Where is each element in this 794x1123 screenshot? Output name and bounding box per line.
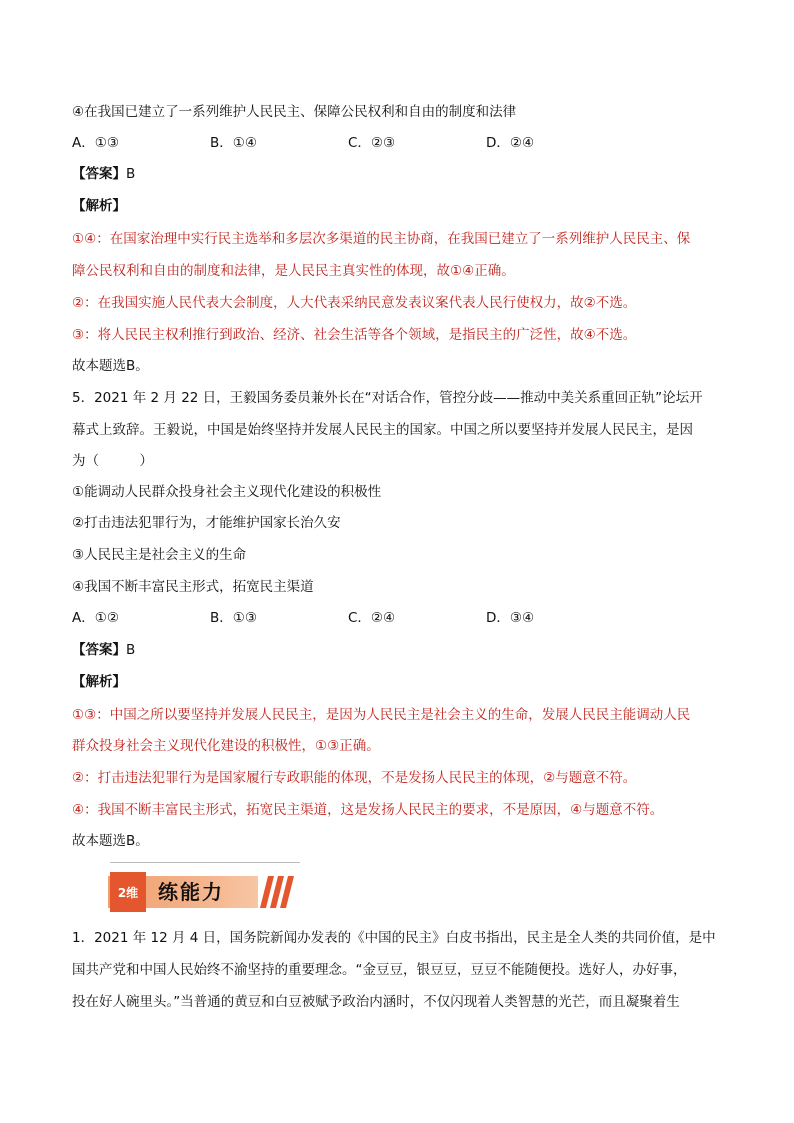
q4-statement-4: ④在我国已建立了一系列维护人民民主、保障公民权利和自由的制度和法律 — [72, 104, 517, 120]
section-badge: 2维 — [110, 872, 146, 912]
q5-option-a: A．①② — [72, 610, 119, 626]
section-divider — [110, 862, 300, 863]
q5-analysis-line-1: ①③：中国之所以要坚持并发展人民民主，是因为人民民主是社会主义的生命，发展人民民主能调动人民 — [72, 707, 691, 723]
q5-statement-1: ①能调动人民群众投身社会主义现代化建设的积极性 — [72, 484, 382, 500]
q5-answer-tag: 【答案】 — [72, 642, 126, 658]
q4-analysis-line-4: ③：将人民民主权利推行到政治、经济、社会生活等各个领域，是指民主的广泛性，故④不选。 — [72, 327, 637, 343]
q5-answer-value: B — [126, 642, 136, 658]
q5-option-c: C．②④ — [348, 610, 396, 626]
q4-option-c: C．②③ — [348, 135, 396, 151]
q1-stem-line-1: 1．2021 年 12 月 4 日，国务院新闻办发表的《中国的民主》白皮书指出，民主是全人类的共同价值，是中 — [72, 930, 716, 946]
q5-answer — [72, 640, 135, 660]
q4-answer — [72, 164, 135, 184]
q4-analysis-line-3: ②：在我国实施人民代表大会制度，人大代表采纳民意发表议案代表人民行使权力，故②不选。 — [72, 295, 637, 311]
q5-stem-line-1: 5．2021 年 2 月 22 日，王毅国务委员兼外长在“对话合作，管控分歧——推动中美关系重回正轨”论坛开 — [72, 390, 703, 406]
q5-option-b: B．①③ — [210, 610, 257, 626]
q5-option-d: D．③④ — [486, 610, 535, 626]
q5-stem-line-3: 为（ ） — [72, 453, 153, 469]
q4-answer-value: B — [126, 166, 136, 182]
section-banner — [108, 872, 288, 912]
q4-analysis-tag: 【解析】 — [72, 198, 126, 214]
q4-option-b: B．①④ — [210, 135, 257, 151]
q5-analysis-line-2: 群众投身社会主义现代化建设的积极性，①③正确。 — [72, 738, 380, 754]
q5-statement-2: ②打击违法犯罪行为，才能维护国家长治久安 — [72, 515, 341, 531]
q4-option-a: A．①③ — [72, 135, 119, 151]
q5-statement-3: ③人民民主是社会主义的生命 — [72, 547, 247, 563]
q4-answer-tag: 【答案】 — [72, 166, 126, 182]
q5-conclusion: 故本题选B。 — [72, 833, 149, 849]
q4-option-d: D．②④ — [486, 135, 535, 151]
banner-stripes-decoration — [258, 876, 294, 908]
q1-stem-line-3: 投在好人碗里头。”当普通的黄豆和白豆被赋予政治内涵时，不仅闪现着人类智慧的光芒，而且凝聚着生 — [72, 994, 680, 1010]
q1-stem-line-2: 国共产党和中国人民始终不渝坚持的重要理念。“金豆豆，银豆豆，豆豆不能随便投。选好人，办好事， — [72, 962, 687, 978]
section-title: 练能力 — [158, 880, 224, 904]
q5-statement-4: ④我国不断丰富民主形式，拓宽民主渠道 — [72, 579, 314, 595]
q5-analysis-line-4: ④：我国不断丰富民主形式，拓宽民主渠道，这是发扬人民民主的要求，不是原因，④与题意不符。 — [72, 802, 664, 818]
q5-analysis-line-3: ②：打击违法犯罪行为是国家履行专政职能的体现，不是发扬人民民主的体现，②与题意不符。 — [72, 770, 637, 786]
q5-analysis-tag: 【解析】 — [72, 674, 126, 690]
q4-conclusion: 故本题选B。 — [72, 358, 149, 374]
q4-analysis-line-2: 障公民权利和自由的制度和法律，是人民民主真实性的体现，故①④正确。 — [72, 263, 515, 279]
q5-stem-line-2: 幕式上致辞。王毅说，中国是始终坚持并发展人民民主的国家。中国之所以要坚持并发展人民民主，是因 — [72, 422, 693, 438]
q4-analysis-line-1: ①④：在国家治理中实行民主选举和多层次多渠道的民主协商，在我国已建立了一系列维护人民民主、保 — [72, 231, 691, 247]
